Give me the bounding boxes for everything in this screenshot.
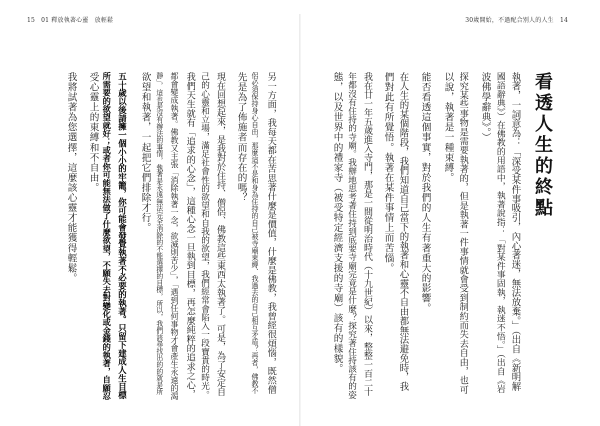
right-page-number: 14: [559, 17, 568, 24]
right-body-line-6: 能否看透這個事實，對於我們的人生有著重大的影響。: [419, 72, 431, 314]
right-body-line-4: 探究某些事物是需要執著的，但是執著一件事情就會受到制約而失去自由，也可: [457, 72, 469, 394]
right-body-line-1: 執著，一詞意為：「深受某件事吸引，內心著迷，無法放棄。」（出自《新明解: [509, 72, 521, 392]
right-body-line-5: 以說，執著是一種束縛。: [442, 72, 454, 183]
left-page-number: 15: [27, 17, 36, 24]
left-body-line-2: 侶必須保持身心自由，那麼這不是和身為住持的自己被寺廟束縛、我過去的自己相互矛盾？再者，佛教不: [251, 72, 259, 394]
left-section-title: 放輕鬆: [94, 17, 114, 24]
right-body-line-3: 波佛學辭典》。）: [479, 72, 491, 143]
right-body-line-7: 在人生的某個階段，我們知道自己當下的執著和心靈不自由都無法避免時，我: [397, 72, 409, 392]
right-page-header: [465, 15, 572, 24]
section-title: 看透人生的終點: [532, 72, 553, 219]
right-body-line-10: 年都沒有住持的寺廟。我辦地思考著住持到底要寺廟完竟是什麼？探究著住持該有的姿: [346, 72, 357, 399]
left-body-line-12: 受心靈上的東縛和不自由。: [87, 72, 99, 193]
left-body-line-11: 所需要的欲望就好；或者你可能無法做了什麼欲望，不願失去對變化或金錢的執著，自願忍: [102, 72, 113, 400]
left-page-header: [27, 15, 117, 24]
left-body-line-1: 另一方面，我每天都在苦思著什麼是價值，什麼是佛教，我曾經很煩惱，既然僧: [265, 72, 277, 394]
left-body-line-7: 都會變成執著。佛教又主張「消除執著一念，欲滅則苦少」，「遇到任何事物才會產生永遠的渴: [170, 72, 179, 400]
right-section-title: 30歲開始，不過配合別人的人生: [465, 17, 554, 24]
right-body-line-2: 國語辭典》）在佛教的用語中，執著說指：「對某件事固執，執迷不悟。」（出自《岩: [494, 72, 505, 394]
left-body-line-13: 我將試著為您選擇，這麼該心靈才能獲得輕鬆。: [65, 72, 77, 284]
right-body-line-11: 態，以及世界中的禮家寺（被受特定經濟支援的寺廟）該有的樣貌。: [331, 72, 343, 374]
right-body-line-8: 們對此有所覺悟。執著在某件事情上而苦惱。: [382, 72, 394, 273]
left-body-line-4: 現在回想起來，是我對於住持、僧侶、佛教這些東西太執著了。可是，為了安定自: [215, 72, 225, 396]
page-gutter: [299, 14, 301, 426]
left-body-line-3: 先是為了佈施者而存在的嗎？: [235, 72, 247, 203]
left-body-line-10: 五十歲以後請擁一個小小的牢籠，你可能會發覺執著不必要的執著。只留下建成人生目標: [117, 72, 128, 400]
left-body-line-8: 靜」，這也是沒有辦法的事情，執著是永遠無法完全消除的不能選擇的目標，所以，我們該尋找出的的就是所: [154, 72, 163, 395]
left-body-line-5: 己的心靈和立場，滿足社會性的欲望和自我的欲望，我們經常會陷入一段寶貴的時光。: [199, 72, 210, 399]
left-chapter-title: 01 釋放執著心靈: [41, 17, 89, 24]
left-body-line-6: 我們天生就有「追求的心念」，這種心念一旦執到目標，再怎麼純粹的追求之心，: [184, 72, 196, 399]
right-body-line-9: 我在廿一年五歲進入寺門，那是一間從明治時代（十九世紀）以來，整整一百二十: [362, 72, 372, 396]
left-body-line-9: 欲望和執著，一起把它們排除才行。: [139, 72, 151, 233]
